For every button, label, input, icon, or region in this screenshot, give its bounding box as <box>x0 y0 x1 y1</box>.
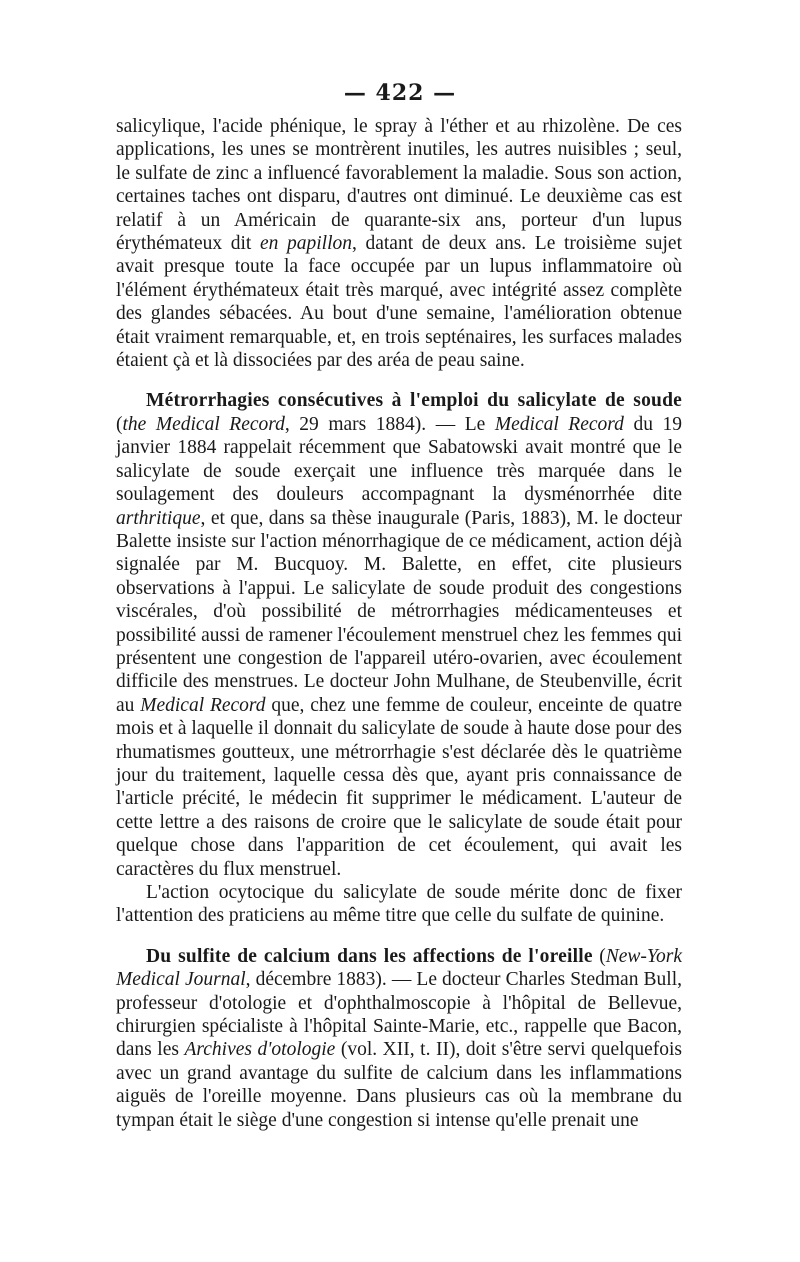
paragraph-text: , datant de deux ans. Le troisième sujet avait presque toute la face occupée par un lupus inflammatoire où l'élément érythémateux était très marqué, avec intégrité assez complète des glandes sébacées. Au bout d'une semaine, l'amélioration obtenue était vraiment remarquable, et, en trois septénaires, les surfaces malades étaient çà et là dissociées par des aréa de peau saine. <box>116 233 682 372</box>
journal-mention: Archives d'otologie <box>184 1039 336 1061</box>
paragraph-text: salicylique, l'acide phénique, le spray à l'éther et au rhizolène. De ces applications, les unes se montrèrent inutiles, les autres nuisibles ; seul, le sulfate de zinc a influencé favorablement la maladie. Sous son action, certaines taches ont disparu, d'autres ont diminué. Le deuxième cas est relatif à un Américain de quarante-six ans, porteur d'un lupus érythémateux dit <box>116 116 682 255</box>
section-metrorrhagies <box>116 389 682 881</box>
source-journal: the Medical Record <box>122 413 285 435</box>
journal-mention: Medical Record <box>494 413 624 435</box>
page-body <box>116 115 682 1132</box>
journal-mention: Medical Record <box>140 694 266 716</box>
paragraph-lupus-cases <box>116 115 682 372</box>
italic-term: en papillon <box>259 233 352 255</box>
section-sulfite-calcium <box>116 945 682 1132</box>
paragraph-text: , 29 mars 1884). — Le <box>284 413 495 435</box>
paragraph-text: , décembre 1883). — Le docteur Charles Stedman Bull, professeur d'otologie et d'ophthalmoscopie à l'hôpital de Bellevue, chirurgien spécialiste à l'hôpital Sainte-Marie, etc., rappelle que Bacon, dans les <box>116 969 682 1061</box>
section-heading: Métrorrhagies consécutives à l'emploi du salicylate de soude <box>146 390 682 412</box>
section-spacer <box>116 372 682 389</box>
section-spacer <box>116 928 682 945</box>
section-heading: Du sulfite de calcium dans les affections de l'oreille <box>146 945 593 967</box>
italic-term: arthritique <box>116 507 201 529</box>
paragraph-text: , et que, dans sa thèse inaugurale (Paris, 1883), M. le docteur Balette insiste sur l'action ménorrhagique de ce médicament, action déjà signalée par M. Bucquoy. M. Balette, en effet, cite plusieurs observations à l'appui. Le salicylate de soude produit des congestions viscérales, d'où possibilité de métrorrhagies médicamenteuses et possibilité aussi de ramener l'écoulement menstruel chez les femmes qui présentent une congestion de l'appareil utéro-ovarien, avec écoulement difficile des menstrues. Le docteur John Mulhane, de Steubenville, écrit au <box>116 507 682 716</box>
paragraph-conclusion: L'action ocytocique du salicylate de soude mérite donc de fixer l'attention des praticiens au même titre que celle du sulfate de quinine. <box>116 882 682 927</box>
paragraph-text: ( <box>116 413 123 435</box>
paragraph-text: ( <box>592 945 606 967</box>
paragraph-text: (vol. XII, t. II), doit s'être servi quelquefois avec un grand avantage du sulfite de calcium dans les inflammations aiguës de l'oreille moyenne. Dans plusieurs cas où la membrane du tympan était le siège d'une congestion si intense qu'elle prenait une <box>116 1039 682 1131</box>
paragraph-text: du 19 janvier 1884 rappelait récemment que Sabatowski avait montré que le salicylate de soude exerçait une influence très marquée dans le soulagement des douleurs accompagnant la dysménorrhée dite <box>116 413 682 506</box>
paragraph-text: que, chez une femme de couleur, enceinte de quatre mois et à laquelle il donnait du salicylate de soude à haute dose pour des rhumatismes goutteux, une métrorrhagie s'est déclarée dès le quatrième jour du traitement, laquelle cessa dès que, ayant pris connaissance de l'article précité, le médecin fit supprimer le médicament. L'auteur de cette lettre a des raisons de croire que le salicylate de soude était pour quelque chose dans l'apparition de cet écoulement, qui avait les caractères du flux menstruel. <box>116 694 682 880</box>
source-journal: New-York Medical Journal <box>116 945 682 991</box>
page-number: — 422 — <box>343 80 457 106</box>
